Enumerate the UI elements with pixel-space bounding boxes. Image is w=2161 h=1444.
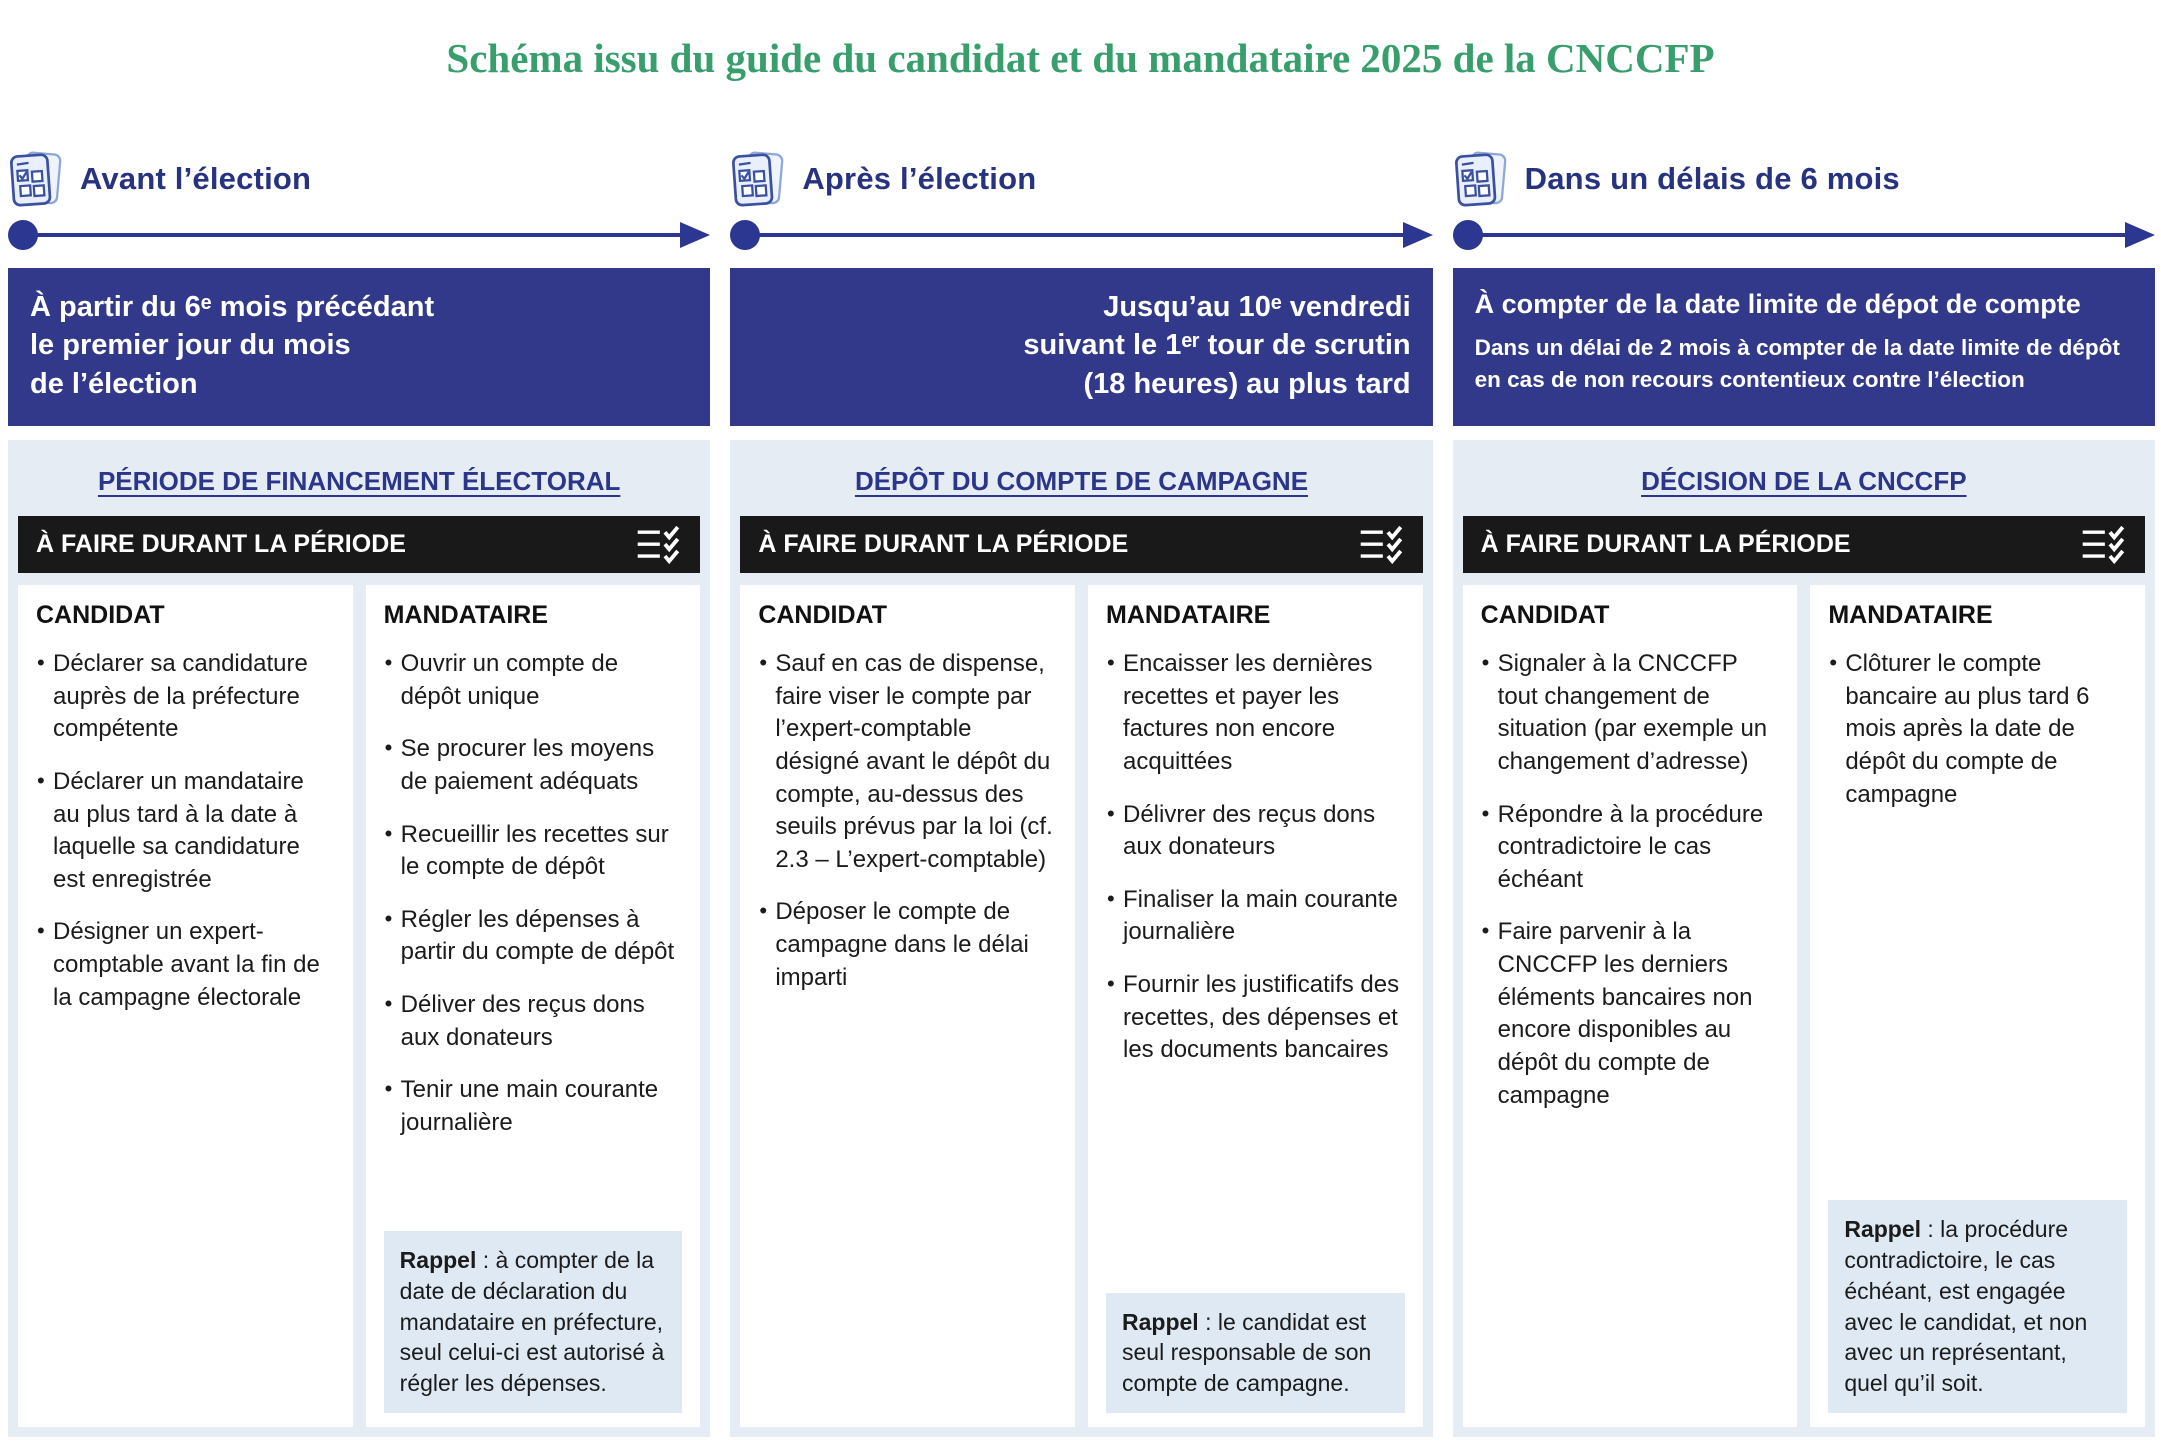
cards-row [18, 585, 700, 1427]
list-item: • Se procurer les moyens de paiement adéquats [384, 733, 683, 798]
section-title: PÉRIODE DE FINANCEMENT ÉLECTORAL [97, 466, 621, 496]
list-item: • Finaliser la main courante journalière [1106, 884, 1405, 949]
card-title: MANDATAIRE [1106, 601, 1271, 629]
rappel-label: Rappel [399, 1246, 477, 1273]
column-apres-election [730, 142, 1432, 1437]
timeline-columns [8, 142, 2155, 1437]
mandataire-task-list [1828, 648, 2127, 831]
list-item: • Fournir les justificatifs des recettes, des dépenses et les documents bancaires [1106, 969, 1405, 1067]
list-item: • Ouvrir un compte de dépôt unique [384, 648, 683, 713]
rappel-note [1106, 1293, 1405, 1413]
candidat-card [740, 585, 1075, 1427]
timeline-arrow [8, 216, 710, 254]
card-title: CANDIDAT [758, 601, 888, 629]
calendar-checklist-icon [730, 148, 786, 210]
rappel-text: : le candidat est seul responsable de son compte de campagne. [1122, 1308, 1372, 1397]
section-panel [8, 440, 710, 1437]
list-item: • Désigner un expert-comptable avant la fin de la campagne électorale [36, 916, 335, 1014]
period-title: À compter de la date limite de dépot de compte [1474, 289, 2081, 319]
period-box [1453, 268, 2155, 426]
mandataire-card [1810, 585, 2145, 1427]
rappel-note [1828, 1200, 2127, 1413]
list-item: • Déclarer un mandataire au plus tard à la date à laquelle sa candidature est enregistrée [36, 766, 335, 897]
candidat-task-list [1481, 648, 1780, 1132]
timeline-dot [730, 220, 760, 250]
list-item: • Déclarer sa candidature auprès de la préfecture compétente [36, 648, 335, 746]
section-panel [1453, 440, 2155, 1437]
list-item: • Sauf en cas de dispense, faire viser le compte par l’expert-comptable désigné avant le dépôt du compte, au-dessus des seuils prévus par la loi (cf. 2.3 – L’expert-comptable) [758, 648, 1057, 876]
period-line: suivant le 1ᵉʳ tour de scrutin [1023, 329, 1411, 362]
todo-bar-label: À FAIRE DURANT LA PÉRIODE [1480, 530, 1851, 558]
candidat-card [18, 585, 353, 1427]
period-box [730, 268, 1432, 426]
section-panel [730, 440, 1432, 1437]
column-header [1453, 142, 2155, 216]
period-line: de l’élection [30, 367, 198, 400]
checklist-icon [2081, 525, 2127, 565]
timeline-arrowhead-icon [680, 222, 710, 248]
card-title: MANDATAIRE [1828, 601, 1993, 629]
period-line: le premier jour du mois [30, 329, 351, 362]
list-item: • Faire parvenir à la CNCCFP les derniers éléments bancaires non encore disponibles au dépôt du compte de campagne [1481, 916, 1780, 1112]
column-delai-6-mois [1453, 142, 2155, 1437]
mandataire-task-list [384, 648, 683, 1160]
section-title: DÉCISION DE LA CNCCFP [1641, 466, 1967, 496]
timeline-arrowhead-icon [2125, 222, 2155, 248]
cards-row [740, 585, 1422, 1427]
column-header [730, 142, 1432, 216]
list-item: • Déposer le compte de campagne dans le délai imparti [758, 896, 1057, 994]
section-title: DÉPÔT DU COMPTE DE CAMPAGNE [854, 466, 1309, 496]
timeline-line [758, 233, 1402, 237]
rappel-text: : la procédure contradictoire, le cas échéant, est engagée avec le candidat, et non avec un représentant, quel qu’il soit. [1844, 1216, 2088, 1397]
timeline-dot [8, 220, 38, 250]
card-title: CANDIDAT [1480, 601, 1610, 629]
candidat-task-list [36, 648, 335, 1034]
rappel-label: Rappel [1844, 1216, 1922, 1243]
calendar-checklist-icon [1453, 148, 1509, 210]
todo-bar-label: À FAIRE DURANT LA PÉRIODE [758, 530, 1129, 558]
rappel-label: Rappel [1122, 1308, 1199, 1335]
candidat-task-list [758, 648, 1057, 1014]
column-header [8, 142, 710, 216]
list-item: • Régler les dépenses à partir du compte de dépôt [384, 904, 683, 969]
period-subtitle: en cas de non recours contentieux contre l’élection [1474, 367, 2025, 393]
timeline-dot [1453, 220, 1483, 250]
rappel-note [384, 1231, 683, 1413]
list-item: • Recueillir les recettes sur le compte de dépôt [384, 819, 683, 884]
period-line: Jusqu’au 10ᵉ vendredi [1103, 291, 1411, 323]
column-title: Après l’élection [802, 161, 1037, 196]
period-subtitle: Dans un délai de 2 mois à compter de la date limite de dépôt [1474, 335, 2120, 361]
todo-bar-label: À FAIRE DURANT LA PÉRIODE [36, 530, 406, 558]
period-box [8, 268, 710, 426]
todo-bar [18, 516, 700, 573]
list-item: • Clôturer le compte bancaire au plus tard 6 mois après la date de dépôt du compte de campagne [1828, 648, 2127, 811]
column-title: Dans un délais de 6 mois [1524, 161, 1900, 196]
card-title: MANDATAIRE [383, 601, 549, 629]
timeline-line [36, 233, 680, 237]
period-line: (18 heures) au plus tard [1083, 367, 1411, 400]
list-item: • Déliver des reçus dons aux donateurs [384, 989, 683, 1054]
candidat-card [1463, 585, 1798, 1427]
column-title: Avant l’élection [80, 161, 312, 196]
mandataire-card [1088, 585, 1423, 1427]
column-avant-election [8, 142, 710, 1437]
timeline-arrow [730, 216, 1432, 254]
page-title: Schéma issu du guide du candidat et du mandataire 2025 de la CNCCFP [446, 35, 1715, 81]
timeline-line [1481, 233, 2125, 237]
list-item: • Répondre à la procédure contradictoire le cas échéant [1481, 799, 1780, 897]
list-item: • Encaisser les dernières recettes et payer les factures non encore acquittées [1106, 648, 1405, 779]
cards-row [1463, 585, 2145, 1427]
mandataire-card [366, 585, 701, 1427]
period-line: À partir du 6ᵉ mois précédant [30, 291, 435, 323]
timeline-arrow [1453, 216, 2155, 254]
calendar-checklist-icon [8, 148, 64, 210]
list-item: • Signaler à la CNCCFP tout changement de situation (par exemple un changement d’adresse) [1481, 648, 1780, 779]
timeline-arrowhead-icon [1403, 222, 1433, 248]
checklist-icon [1359, 525, 1405, 565]
todo-bar [740, 516, 1422, 573]
rappel-text: : à compter de la date de déclaration du mandataire en préfecture, seul celui-ci est autorisé à régler les dépenses. [399, 1246, 665, 1397]
list-item: • Tenir une main courante journalière [384, 1074, 683, 1139]
list-item: • Délivrer des reçus dons aux donateurs [1106, 799, 1405, 864]
checklist-icon [636, 525, 682, 565]
mandataire-task-list [1106, 648, 1405, 1087]
todo-bar [1463, 516, 2145, 573]
card-title: CANDIDAT [36, 601, 165, 629]
